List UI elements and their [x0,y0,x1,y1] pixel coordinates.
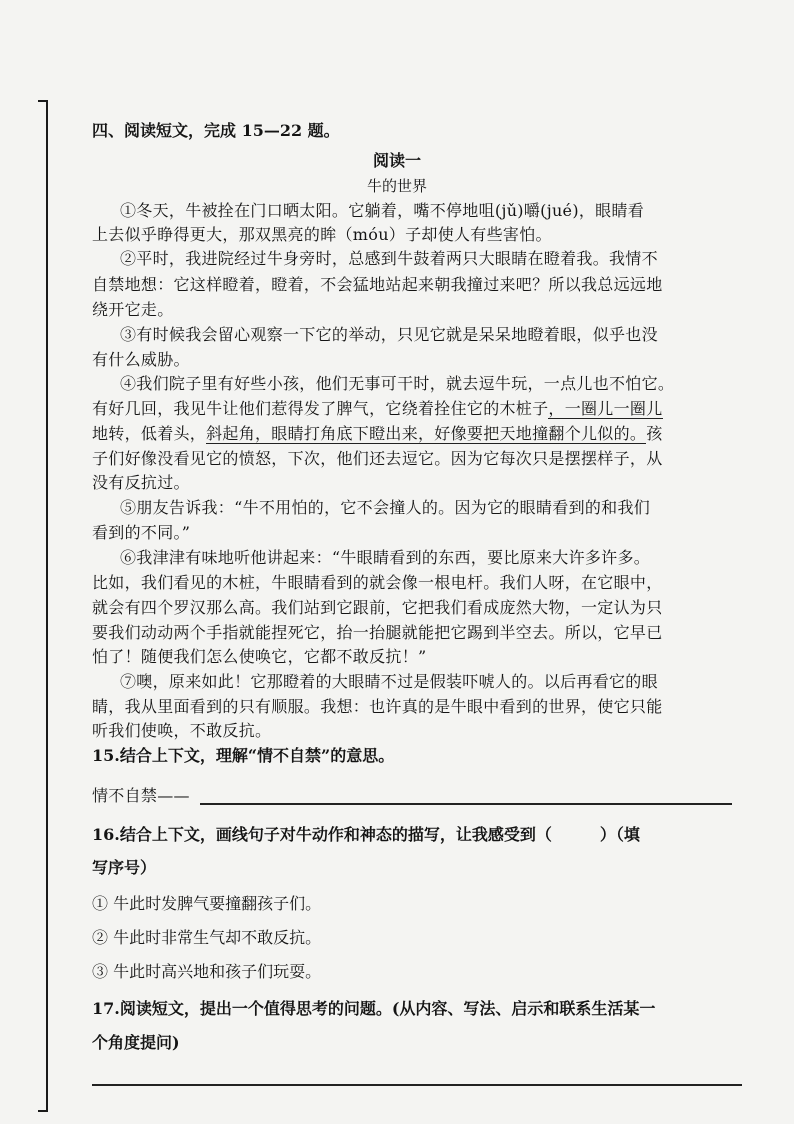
section-heading: 四、阅读短文，完成 15—22 题。 [92,121,340,140]
passage-line: 子们好像没看见它的愤怒，下次，他们还去逗它。因为它每次只是摆摆样子，从 [92,449,663,468]
passage-line: 怕了！随便我们怎么使唤它，它都不敢反抗！” [92,647,427,666]
underlined-sentence: ，一圈儿一圈儿 [548,399,663,418]
passage-line: ⑤朋友告诉我：“牛不用怕的，它不会撞人的。因为它的眼睛看到的和我们 [120,498,651,517]
question-17: 17.阅读短文，提出一个值得思考的问题。(从内容、写法、启示和联系生活某一 [92,999,656,1018]
passage-line [92,421,663,444]
passage-line: 要我们动动两个手指就能捏死它，抬一抬腿就能把它踢到半空去。所以，它早已 [92,623,663,642]
binding-margin-line [46,100,48,1112]
passage-line: ③有时候我会留心观察一下它的举动，只见它就是呆呆地瞪着眼，似乎也没 [120,325,658,344]
passage-line: 睛，我从里面看到的只有顺服。我想：也许真的是牛眼中看到的世界，使它只能 [92,697,663,716]
passage-line: 有什么威胁。 [92,350,190,369]
passage-title: 牛的世界 [366,177,427,195]
passage-line: 上去似乎睁得更大，那双黑亮的眸（móu）子却使人有些害怕。 [92,225,552,244]
passage-line: 就会有四个罗汉那么高。我们站到它跟前，它把我们看成庞然大物，一定认为只 [92,598,663,617]
question-15: 15.结合上下文，理解“情不自禁”的意思。 [92,746,395,765]
passage-line: ⑥我津津有味地听他讲起来：“牛眼睛看到的东西，要比原来大许多许多。 [120,548,651,567]
question-16-continued: 写序号） [92,858,157,877]
passage-line: 绕开它走。 [92,300,174,319]
binding-tick-bottom [38,1110,48,1112]
option-3: ③ 牛此时高兴地和孩子们玩耍。 [92,962,322,981]
question-15-prompt: 情不自禁—— [92,786,190,805]
passage-text: 有好几回，我见牛让他们惹得发了脾气，它绕着拴住它的木桩子 [92,399,549,418]
passage-line: ④我们院子里有好些小孩，他们无事可干时，就去逗牛玩，一点儿也不怕它。 [120,374,675,393]
passage-text: 孩 [646,424,663,443]
answer-line-17[interactable] [92,1084,742,1086]
passage-line: 自禁地想：它这样瞪着，瞪着，不会猛地站起来朝我撞过来吧？所以我总远远地 [92,275,663,294]
reading-label: 阅读一 [372,151,421,170]
option-2: ② 牛此时非常生气却不敢反抗。 [92,928,322,947]
passage-line [92,396,663,419]
question-17-continued: 个角度提问) [92,1033,180,1052]
passage-line: 没有反抗过。 [92,473,190,492]
passage-line: 听我们使唤，不敢反抗。 [92,721,272,740]
passage-text: 地转，低着头， [92,424,207,443]
passage-line: ①冬天，牛被拴在门口晒太阳。它躺着，嘴不停地咀(jǔ)嚼(jué)，眼睛看 [120,201,645,220]
passage-line: 看到的不同。” [92,523,191,542]
question-16: 16.结合上下文，画线句子对牛动作和神态的描写，让我感受到（ ）（填 [92,825,640,844]
passage-line: 比如，我们看见的木桩，牛眼睛看到的就会像一根电杆。我们人呀，在它眼中， [92,573,663,592]
passage-line: ②平时，我进院经过牛身旁时，总感到牛鼓着两只大眼睛在瞪着我。我情不 [120,249,658,268]
option-1: ① 牛此时发脾气要撞翻孩子们。 [92,894,322,913]
underlined-sentence: 斜起角，眼睛打角底下瞪出来，好像要把天地撞翻个儿似的。 [206,424,647,443]
passage-line: ⑦噢，原来如此！它那瞪着的大眼睛不过是假装吓唬人的。以后再看它的眼 [120,672,658,691]
answer-line-15[interactable] [200,803,732,805]
binding-tick-top [38,100,48,102]
